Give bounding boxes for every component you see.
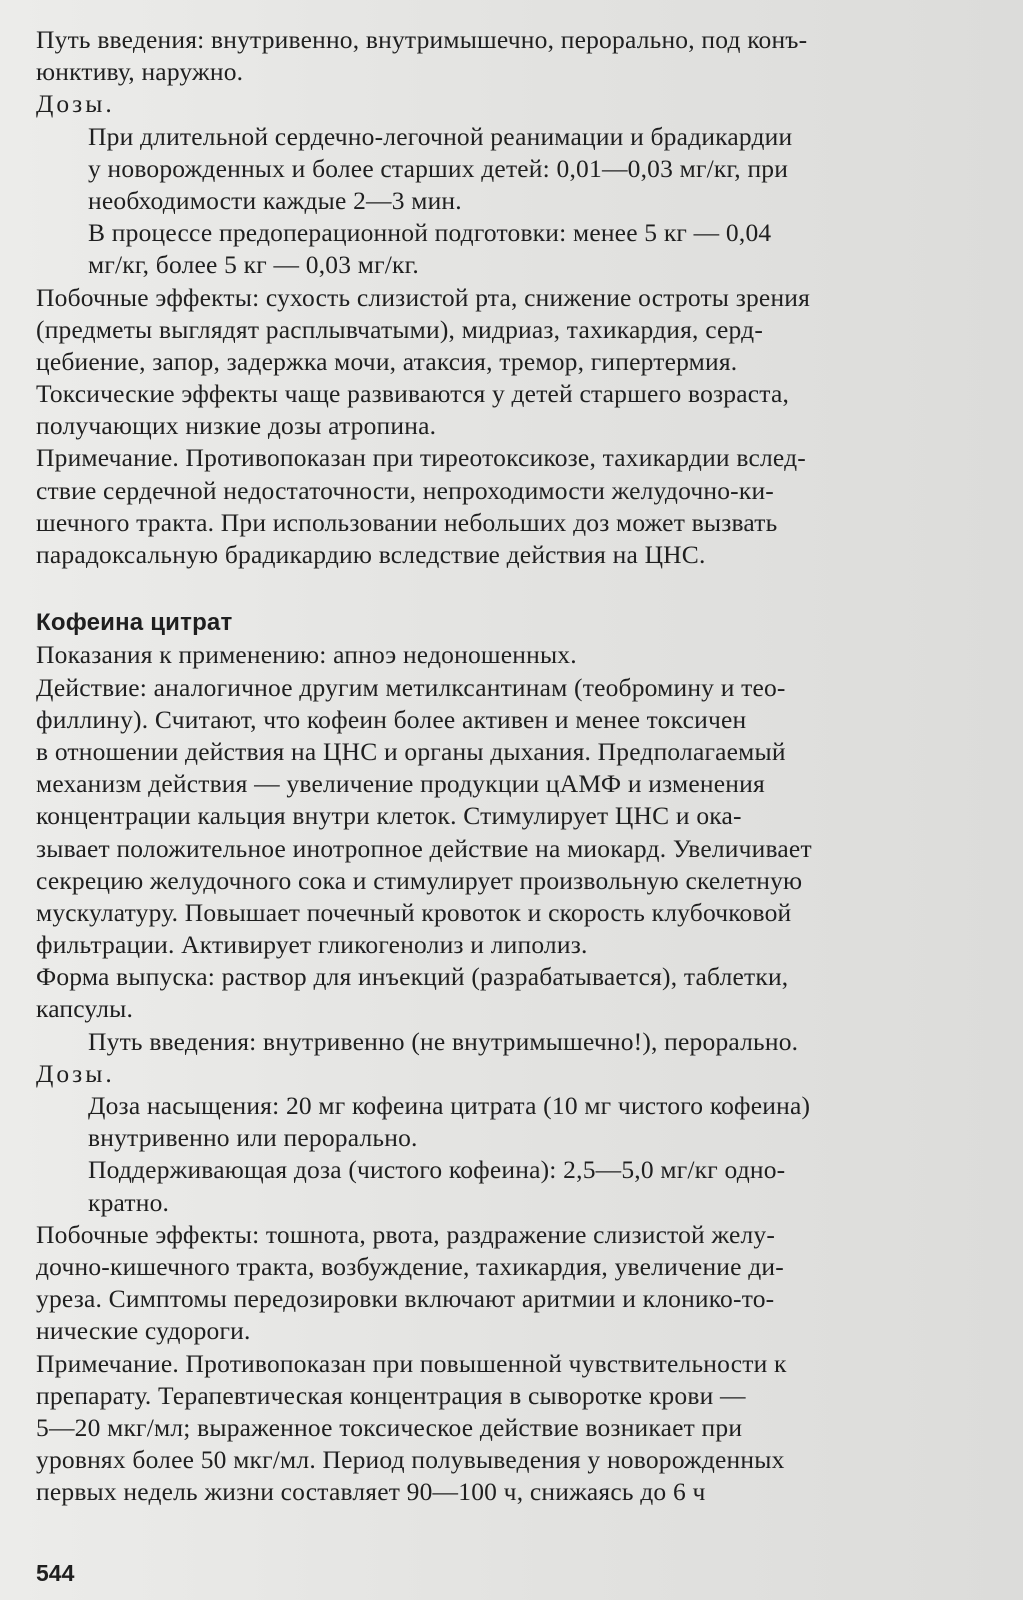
caffeine-note	[36, 1348, 997, 1509]
text-line: мускулатуру. Повышает почечный кровоток и скорость клубочковой	[36, 897, 792, 927]
text-line: внутривенно или перорально.	[88, 1123, 418, 1153]
caffeine-indications: Показания к применению: апноэ недоношенных.	[36, 640, 577, 670]
text-line: препарату. Терапевтическая концентрация в сыворотке крови —	[36, 1380, 746, 1410]
text-line: в отношении действия на ЦНС и органы дыхания. Предполагаемый	[36, 736, 786, 766]
caffeine-form	[36, 961, 997, 1025]
text-line: капсулы.	[36, 994, 134, 1024]
caffeine-action	[36, 672, 997, 962]
text-line: уреза. Симптомы передозировки включают аритмии и клонико-то-	[36, 1284, 775, 1314]
text-line: мг/кг, более 5 кг — 0,03 мг/кг.	[88, 250, 419, 280]
atropine-dose-preoperative	[36, 217, 997, 281]
text-line: первых недель жизни составляет 90—100 ч, снижаясь до 6 ч	[36, 1477, 706, 1507]
atropine-side-effects	[36, 282, 997, 443]
text-line: кратно.	[88, 1187, 170, 1217]
text-line: концентрации кальция внутри клеток. Стимулирует ЦНС и ока-	[36, 801, 742, 831]
text-line: Примечание. Противопоказан при повышенной чувствительности к	[36, 1348, 787, 1378]
doses-label: Дозы.	[36, 1058, 115, 1088]
text-line: Путь введения: внутривенно, внутримышечно, перорально, под конъ-	[36, 25, 808, 54]
text-line: шечного тракта. При использовании небольших доз может вызвать	[36, 507, 778, 537]
atropine-route	[36, 24, 997, 88]
text-line: необходимости каждые 2—3 мин.	[88, 185, 462, 215]
text-line: (предметы выглядят расплывчатыми), мидриаз, тахикардия, серд-	[36, 314, 764, 344]
text-line: При длительной сердечно-легочной реанимации и брадикардии	[88, 121, 793, 151]
caffeine-side-effects	[36, 1219, 997, 1348]
text-line: В процессе предоперационной подготовки: менее 5 кг — 0,04	[88, 218, 772, 248]
text-line: секрецию желудочного сока и стимулирует произвольную скелетную	[36, 865, 803, 895]
caffeine-dose-maintenance	[36, 1154, 997, 1218]
section-gap	[36, 571, 997, 607]
text-line: механизм действия — увеличение продукции цАМФ и изменения	[36, 769, 765, 799]
text-line: юнктиву, наружно.	[36, 57, 244, 87]
text-line: Форма выпуска: раствор для инъекций (разрабатывается), таблетки,	[36, 962, 789, 992]
page-number: 544	[36, 1560, 75, 1586]
text-line: получающих низкие дозы атропина.	[36, 411, 437, 441]
text-line: Действие: аналогичное другим метилксантинам (теобромину и тео-	[36, 672, 786, 702]
text-line: филлину). Считают, что кофеин более активен и менее токсичен	[36, 704, 747, 734]
caffeine-route: Путь введения: внутривенно (не внутримышечно!), перорально.	[88, 1026, 799, 1056]
text-line: Побочные эффекты: тошнота, рвота, раздражение слизистой желу-	[36, 1219, 776, 1249]
text-line: у новорожденных и более старших детей: 0,01—0,03 мг/кг, при	[88, 153, 789, 183]
text-line: нические судороги.	[36, 1316, 251, 1346]
text-line: зывает положительное инотропное действие на миокард. Увеличивает	[36, 833, 812, 863]
section-heading: Кофеина цитрат	[36, 609, 233, 637]
atropine-dose-resuscitation	[36, 121, 997, 218]
caffeine-dose-loading	[36, 1090, 997, 1154]
text-line: Поддерживающая доза (чистого кофеина): 2,5—5,0 мг/кг одно-	[88, 1155, 786, 1185]
doses-label: Дозы.	[36, 89, 115, 119]
text-line: фильтрации. Активирует гликогенолиз и липолиз.	[36, 930, 588, 960]
text-line: Примечание. Противопоказан при тиреотоксикозе, тахикардии вслед-	[36, 443, 806, 473]
text-line: парадоксальную брадикардию вследствие действия на ЦНС.	[36, 540, 706, 569]
text-line: 5—20 мкг/мл; выраженное токсическое действие возникает при	[36, 1412, 743, 1442]
text-line: ствие сердечной недостаточности, непроходимости желудочно-ки-	[36, 475, 775, 505]
text-line: Доза насыщения: 20 мг кофеина цитрата (10 мг чистого кофеина)	[88, 1091, 811, 1120]
text-line: Токсические эффекты чаще развиваются у детей старшего возраста,	[36, 379, 790, 409]
text-line: уровнях более 50 мкг/мл. Период полувыведения у новорожденных	[36, 1445, 785, 1475]
text-line: цебиение, запор, задержка мочи, атаксия, тремор, гипертермия.	[36, 346, 738, 376]
text-line: Побочные эффекты: сухость слизистой рта, снижение остроты зрения	[36, 282, 811, 312]
text-line: дочно-кишечного тракта, возбуждение, тахикардия, увеличение ди-	[36, 1251, 784, 1281]
atropine-note	[36, 442, 997, 571]
